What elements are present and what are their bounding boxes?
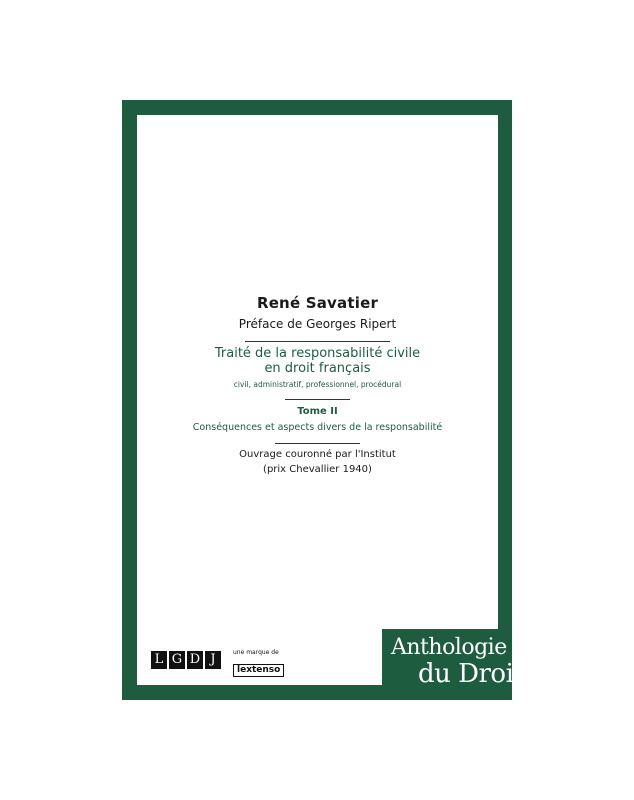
brand-name: lextenso: [233, 664, 284, 677]
author-name: René Savatier: [256, 294, 379, 312]
lgdj-letter: L: [151, 651, 167, 669]
book-subtitle: civil, administratif, professionnel, procédural: [233, 380, 402, 389]
divider-bottom: [275, 443, 360, 444]
lgdj-letter: D: [187, 651, 203, 669]
award-line-2: (prix Chevallier 1940): [263, 464, 372, 475]
collection-badge: [382, 629, 524, 700]
award-line-1: Ouvrage couronné par l'Institut: [239, 449, 396, 460]
lgdj-logo: [151, 651, 221, 669]
brand-tagline: une marque de: [233, 649, 279, 656]
book-cover-inner: [137, 115, 524, 689]
lextenso-logo: [233, 649, 289, 677]
volume-label: Tome II: [297, 406, 338, 417]
volume-title: Conséquences et aspects divers de la responsabilité: [192, 422, 443, 433]
lgdj-letter: J: [205, 651, 221, 669]
divider-top: [245, 341, 390, 342]
book-title-line-1: Traité de la responsabilité civile: [214, 346, 421, 361]
lgdj-letter: G: [169, 651, 185, 669]
divider-middle: [285, 399, 350, 400]
book-title-line-2: en droit français: [264, 361, 371, 376]
preface-credit: Préface de Georges Ripert: [238, 317, 397, 331]
collection-name-line-2: du Droit: [418, 659, 524, 689]
collection-name-line-1: Anthologie: [391, 635, 507, 660]
